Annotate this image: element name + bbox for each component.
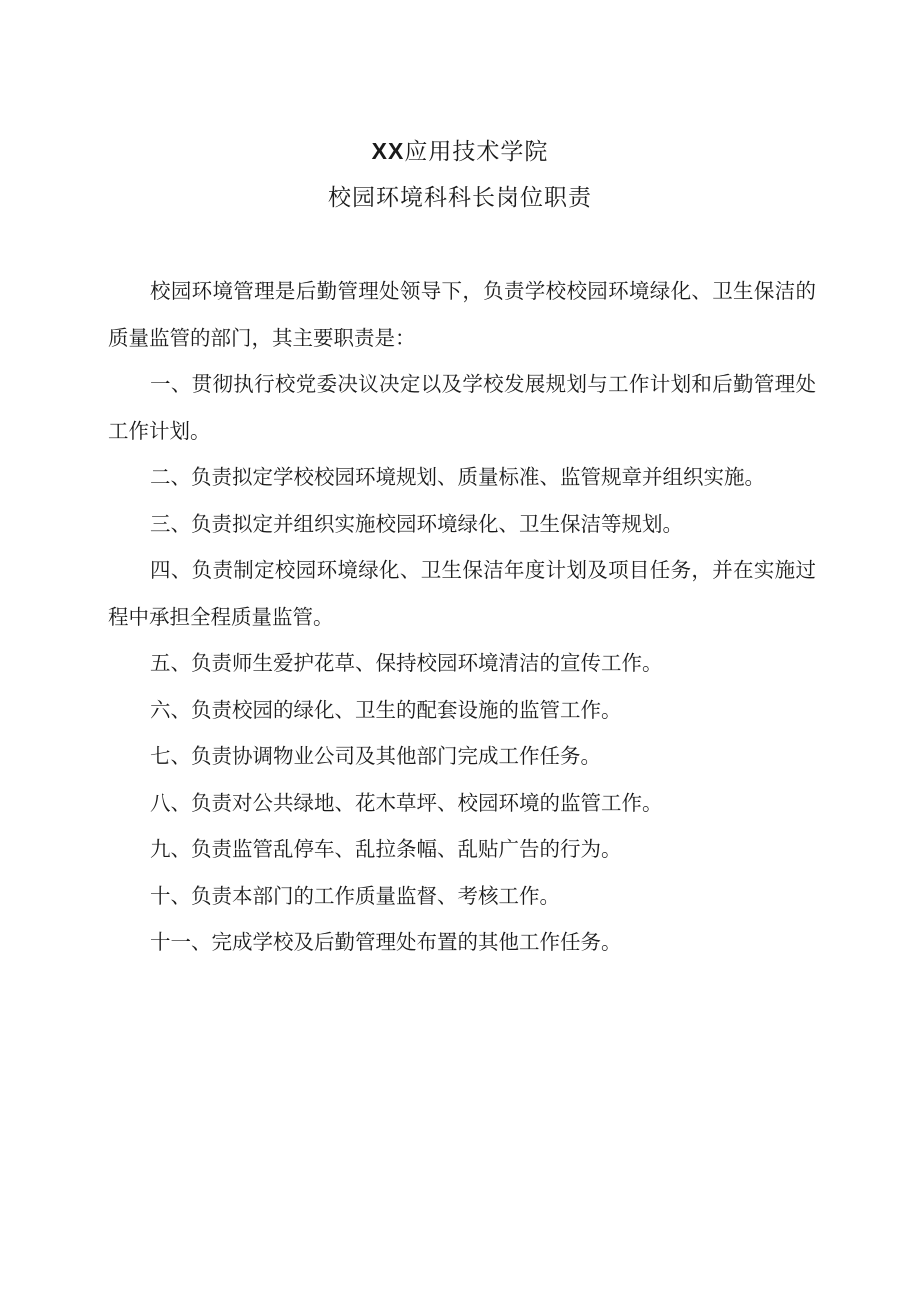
duty-item-1: 一、贯彻执行校党委决议决定以及学校发展规划与工作计划和后勤管理处工作计划。 [108, 372, 816, 443]
duty-item-7: 七、负责协调物业公司及其他部门完成工作任务。 [150, 744, 601, 768]
duty-item-4: 四、负责制定校园环境绿化、卫生保洁年度计划及项目任务，并在实施过程中承担全程质量监管。 [108, 558, 816, 629]
duty-item-5: 五、负责师生爱护花草、保持校园环境清洁的宣传工作。 [150, 651, 663, 675]
duty-item-6: 六、负责校园的绿化、卫生的配套设施的监管工作。 [150, 697, 622, 722]
duty-item-11: 十一、完成学校及后勤管理处布置的其他工作任务。 [150, 930, 622, 954]
title-rest: 应用技术学院 [404, 139, 549, 165]
intro-paragraph: 校园环境管理是后勤管理处领导下，负责学校校园环境绿化、卫生保洁的质量监管的部门，其主要职责是： [108, 279, 816, 350]
document-title [0, 128, 920, 175]
duty-item-3: 三、负责拟定并组织实施校园环境绿化、卫生保洁等规划。 [150, 511, 683, 536]
duty-item-2: 二、负责拟定学校校园环境规划、质量标准、监管规章并组织实施。 [150, 465, 765, 489]
duty-item-8: 八、负责对公共绿地、花木草坪、校园环境的监管工作。 [150, 790, 663, 815]
duty-item-9: 九、负责监管乱停车、乱拉条幅、乱贴广告的行为。 [150, 837, 622, 861]
title-block [0, 128, 920, 221]
document-subtitle: 校园环境科科长岗位职责 [328, 185, 592, 211]
title-prefix: XX [371, 138, 405, 164]
document-body [108, 268, 816, 966]
duty-item-10: 十、负责本部门的工作质量监督、考核工作。 [150, 883, 560, 908]
